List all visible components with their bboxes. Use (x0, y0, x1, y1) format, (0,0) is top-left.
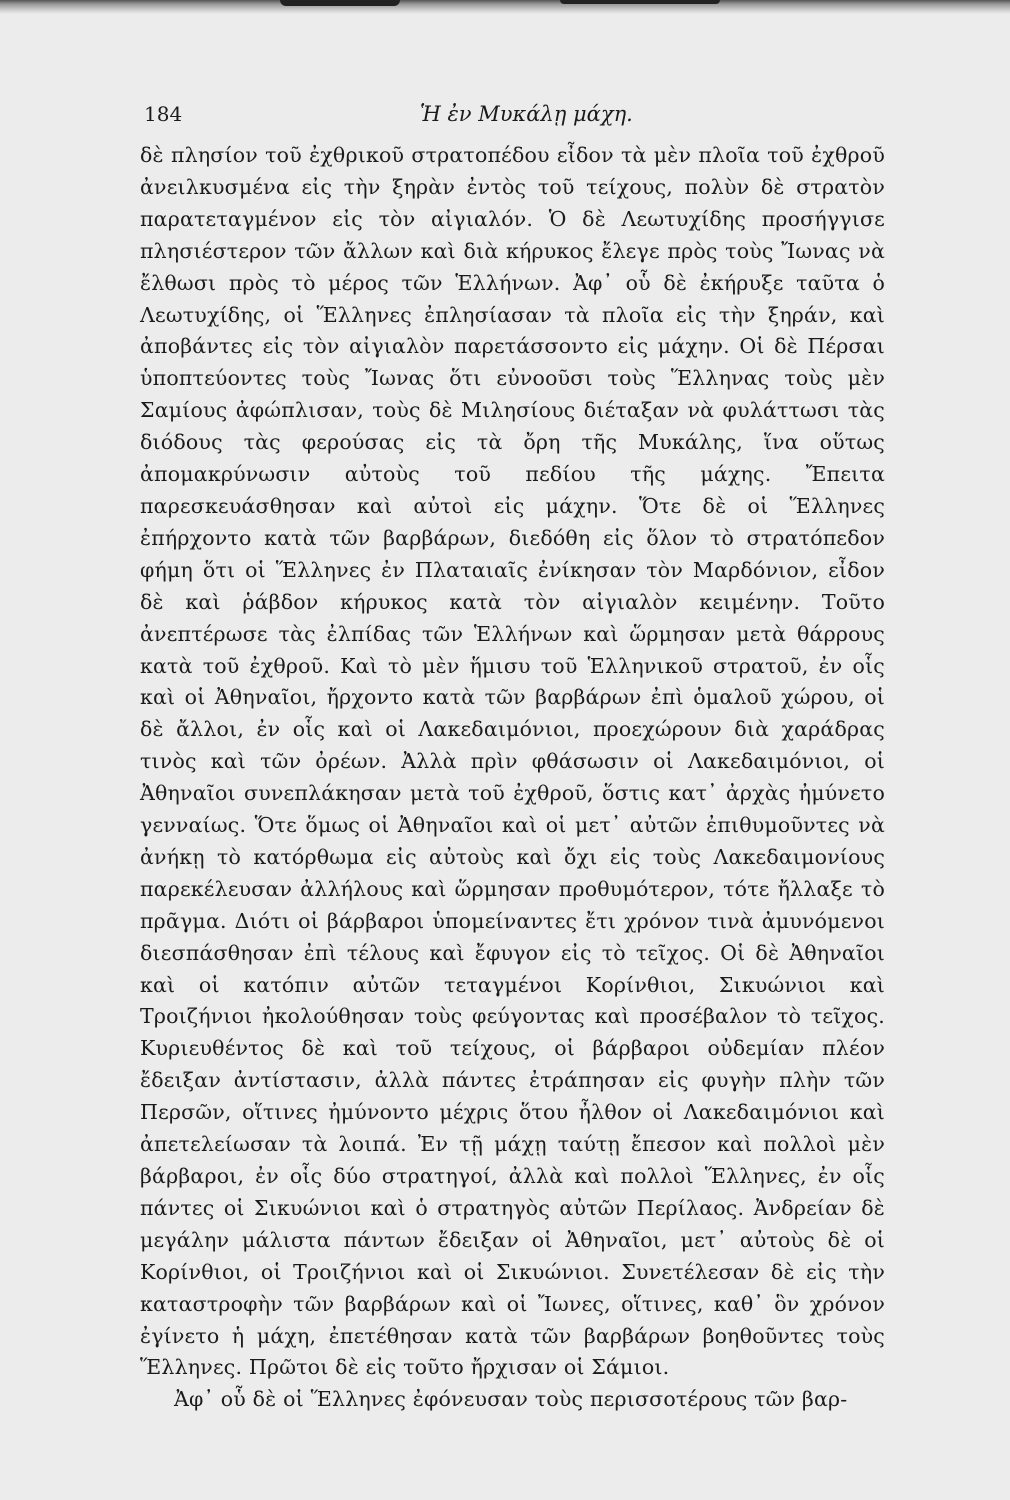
book-page (140, 100, 885, 1416)
page-number: 184 (144, 102, 183, 126)
running-title: Ἡ ἐν Μυκάλῃ μάχη. (420, 102, 633, 126)
paragraph: Ἀφ᾽ οὗ δὲ οἱ Ἕλληνες ἐφόνευσαν τοὺς περισσοτέρους τῶν βαρ- (174, 1387, 848, 1412)
scan-blot (280, 0, 400, 6)
running-head (140, 100, 885, 134)
body-text (140, 140, 885, 1416)
scan-edge (0, 0, 1010, 14)
paragraph: δὲ πλησίον τοῦ ἐχθρικοῦ στρατοπέδου εἶδον τὰ μὲν πλοῖα τοῦ ἐχθροῦ ἀνειλκυσμένα εἰς τὴν ξηρὰν ἐντὸς τοῦ τείχους, πολὺν δὲ στρατὸν παρατεταγμένον εἰς τὸν αἰγιαλόν. Ὁ δὲ Λεωτυχίδης προσήγγισε πλησιέστερον τῶν ἄλλων καὶ διὰ κήρυκος ἔλεγε πρὸς τοὺς Ἴωνας νὰ ἔλθωσι πρὸς τὸ μέρος τῶν Ἑλλήνων. Ἀφ᾽ οὗ δὲ ἐκήρυξε ταῦτα ὁ Λεωτυχίδης, οἱ Ἕλληνες ἐπλησίασαν τὰ πλοῖα εἰς τὴν ξηράν, καὶ ἀποβάντες εἰς τὸν αἰγιαλὸν παρετάσσοντο εἰς μάχην. Οἱ δὲ Πέρσαι ὑποπτεύοντες τοὺς Ἴωνας ὅτι εὐνοοῦσι τοὺς Ἕλληνας τοὺς μὲν Σαμίους ἀφώπλισαν, τοὺς δὲ Μιλησίους διέταξαν νὰ φυλάττωσι τὰς διόδους τὰς φερούσας εἰς τὰ ὄρη τῆς Μυκάλης, ἵνα οὕτως ἀπομακρύνωσιν αὐτοὺς τοῦ πεδίου τῆς μάχης. Ἔπειτα παρεσκευάσθησαν καὶ αὐτοὶ εἰς μάχην. Ὅτε δὲ οἱ Ἕλληνες ἐπήρχοντο κατὰ τῶν βαρβάρων, διεδόθη εἰς ὅλον τὸ στρατόπεδον φήμη ὅτι οἱ Ἕλληνες ἐν Πλαταιαῖς ἐνίκησαν τὸν Μαρδόνιον, εἶδον δὲ καὶ ῥάβδον κήρυκος κατὰ τὸν αἰγιαλὸν κειμένην. Τοῦτο ἀνεπτέρωσε τὰς ἐλπίδας τῶν Ἑλλήνων καὶ ὥρμησαν μετὰ θάρρους κατὰ τοῦ ἐχθροῦ. Καὶ τὸ μὲν ἥμισυ τοῦ Ἑλληνικοῦ στρατοῦ, ἐν οἷς καὶ οἱ Ἀθηναῖοι, ἤρχοντο κατὰ τῶν βαρβάρων ἐπὶ ὁμαλοῦ χώρου, οἱ δὲ ἄλλοι, ἐν οἷς καὶ οἱ Λακεδαιμόνιοι, προεχώρουν διὰ χαράδρας τινὸς καὶ τῶν ὀρέων. Ἀλλὰ πρὶν φθάσωσιν οἱ Λακεδαιμόνιοι, οἱ Ἀθηναῖοι συνεπλάκησαν μετὰ τοῦ ἐχθροῦ, ὅστις κατ᾽ ἀρχὰς ἠμύνετο γενναίως. Ὅτε ὅμως οἱ Ἀθηναῖοι καὶ οἱ μετ᾽ αὐτῶν ἐπιθυμοῦντες νὰ ἀνήκῃ τὸ κατόρθωμα εἰς αὐτοὺς καὶ ὄχι εἰς τοὺς Λακεδαιμονίους παρεκέλευσαν ἀλλήλους καὶ ὥρμησαν προθυμότερον, τότε ἤλλαξε τὸ πρᾶγμα. Διότι οἱ βάρβαροι ὑπομείναντες ἔτι χρόνον τινὰ ἀμυνόμενοι διεσπάσθησαν ἐπὶ τέλους καὶ ἔφυγον εἰς τὸ τεῖχος. Οἱ δὲ Ἀθηναῖοι καὶ οἱ κατόπιν αὐτῶν τεταγμένοι Κορίνθιοι, Σικυώνιοι καὶ Τροιζήνιοι ἠκολούθησαν τοὺς φεύγοντας καὶ προσέβαλον τὸ τεῖχος. Κυριευθέντος δὲ καὶ τοῦ τείχους, οἱ βάρβαροι οὐδεμίαν πλέον ἔδειξαν ἀντίστασιν, ἀλλὰ πάντες ἐτράπησαν εἰς φυγὴν πλὴν τῶν Περσῶν, οἵτινες ἠμύνοντο μέχρις ὅτου ἦλθον οἱ Λακεδαιμόνιοι καὶ ἀπετελείωσαν τὰ λοιπά. Ἐν τῇ μάχῃ ταύτῃ ἔπεσον καὶ πολλοὶ μὲν βάρβαροι, ἐν οἷς δύο στρατηγοί, ἀλλὰ καὶ πολλοὶ Ἕλληνες, ἐν οἷς πάντες οἱ Σικυώνιοι καὶ ὁ στρατηγὸς αὐτῶν Περίλαος. Ἀνδρείαν δὲ μεγάλην μάλιστα πάντων ἔδειξαν οἱ Ἀθηναῖοι, μετ᾽ αὐτοὺς δὲ οἱ Κορίνθιοι, οἱ Τροιζήνιοι καὶ οἱ Σικυώνιοι. Συνετέλεσαν δὲ εἰς τὴν καταστροφὴν τῶν βαρβάρων καὶ οἱ Ἴωνες, οἵτινες, καθ᾽ ὃν χρόνον ἐγίνετο ἡ μάχη, ἐπετέθησαν κατὰ τῶν βαρβάρων βοηθοῦντες τοὺς Ἕλληνες. Πρῶτοι δὲ εἰς τοῦτο ἤρχισαν οἱ Σάμιοι. (140, 143, 885, 1380)
scan-blot (560, 0, 720, 4)
